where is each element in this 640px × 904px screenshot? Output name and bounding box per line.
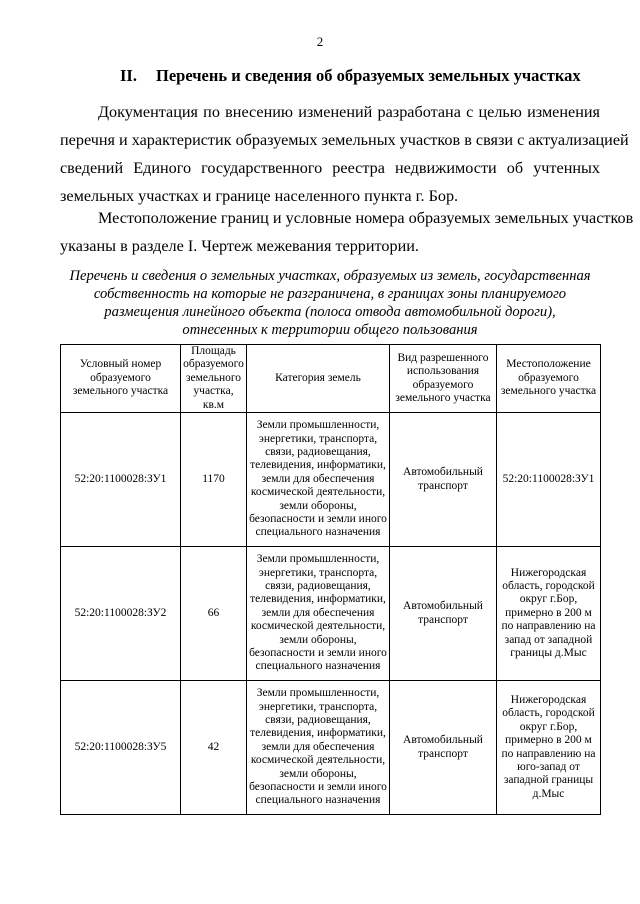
- cell-location: Нижегородская область, городской округ г.Бор, примерно в 200 м по направлению на юго-запад от западной границы д.Мыс: [497, 681, 601, 815]
- cell-plot-number: 52:20:1100028:ЗУ2: [61, 547, 181, 681]
- paragraph-line: Местоположение границ и условные номера образуемых земельных участков: [98, 209, 634, 227]
- cell-location: Нижегородская область, городской округ г.Бор, примерно в 200 м по направлению на запад от западной границы д.Мыс: [497, 547, 601, 681]
- table-row: [61, 413, 601, 547]
- paragraph-line: Документация по внесению изменений разработана с целью изменения: [98, 103, 600, 121]
- caption-line: размещения линейного объекта (полоса отвода автомобильной дороги),: [104, 304, 556, 320]
- table-row: [61, 547, 601, 681]
- intro-paragraph: [60, 98, 629, 210]
- header-area: Площадь образуемого земельного участка, кв.м: [181, 345, 247, 413]
- cell-category: Земли промышленности, энергетики, транспорта, связи, радиовещания, телевидения, информатики, земли для обеспечения космической деятельности, земли обороны, безопасности и земли иного специального назначения: [247, 681, 390, 815]
- cell-area: 1170: [181, 413, 247, 547]
- header-category: Категория земель: [247, 345, 390, 413]
- cell-category: Земли промышленности, энергетики, транспорта, связи, радиовещания, телевидения, информатики, земли для обеспечения космической деятельности, земли обороны, безопасности и земли иного специального назначения: [247, 413, 390, 547]
- land-plots-table: [60, 344, 601, 815]
- header-plot-number: Условный номер образуемого земельного участка: [61, 345, 181, 413]
- section-heading: [60, 66, 600, 86]
- cell-location: 52:20:1100028:ЗУ1: [497, 413, 601, 547]
- table-header-row: [61, 345, 601, 413]
- cell-area: 66: [181, 547, 247, 681]
- paragraph-line: сведений Единого государственного реестра недвижимости об учтенных: [60, 159, 600, 177]
- header-permitted-use: Вид разрешенного использования образуемого земельного участка: [390, 345, 497, 413]
- paragraph-line: земельных участках и границе населенного пункта г. Бор.: [60, 187, 459, 205]
- cell-permitted-use: Автомобильный транспорт: [390, 413, 497, 547]
- cell-permitted-use: Автомобильный транспорт: [390, 547, 497, 681]
- caption-line: собственность на которые не разграничена, в границах зоны планируемого: [93, 286, 567, 302]
- paragraph-line: перечня и характеристик образуемых земельных участков в связи с актуализацией: [60, 131, 629, 149]
- table-caption: [50, 267, 610, 339]
- page-number: 2: [316, 34, 324, 49]
- table-row: [61, 681, 601, 815]
- cell-category: Земли промышленности, энергетики, транспорта, связи, радиовещания, телевидения, информатики, земли для обеспечения космической деятельности, земли обороны, безопасности и земли иного специального назначения: [247, 547, 390, 681]
- caption-line: отнесенных к территории общего пользования: [182, 322, 478, 338]
- section-number: II.: [120, 66, 137, 85]
- paragraph-line: указаны в разделе I. Чертеж межевания территории.: [60, 237, 419, 255]
- cell-area: 42: [181, 681, 247, 815]
- cell-plot-number: 52:20:1100028:ЗУ1: [61, 413, 181, 547]
- section-title: Перечень и сведения об образуемых земельных участках: [156, 66, 581, 85]
- location-paragraph: [60, 204, 634, 260]
- cell-plot-number: 52:20:1100028:ЗУ5: [61, 681, 181, 815]
- cell-permitted-use: Автомобильный транспорт: [390, 681, 497, 815]
- header-location: Местоположение образуемого земельного участка: [497, 345, 601, 413]
- caption-line: Перечень и сведения о земельных участках, образуемых из земель, государственная: [69, 268, 591, 284]
